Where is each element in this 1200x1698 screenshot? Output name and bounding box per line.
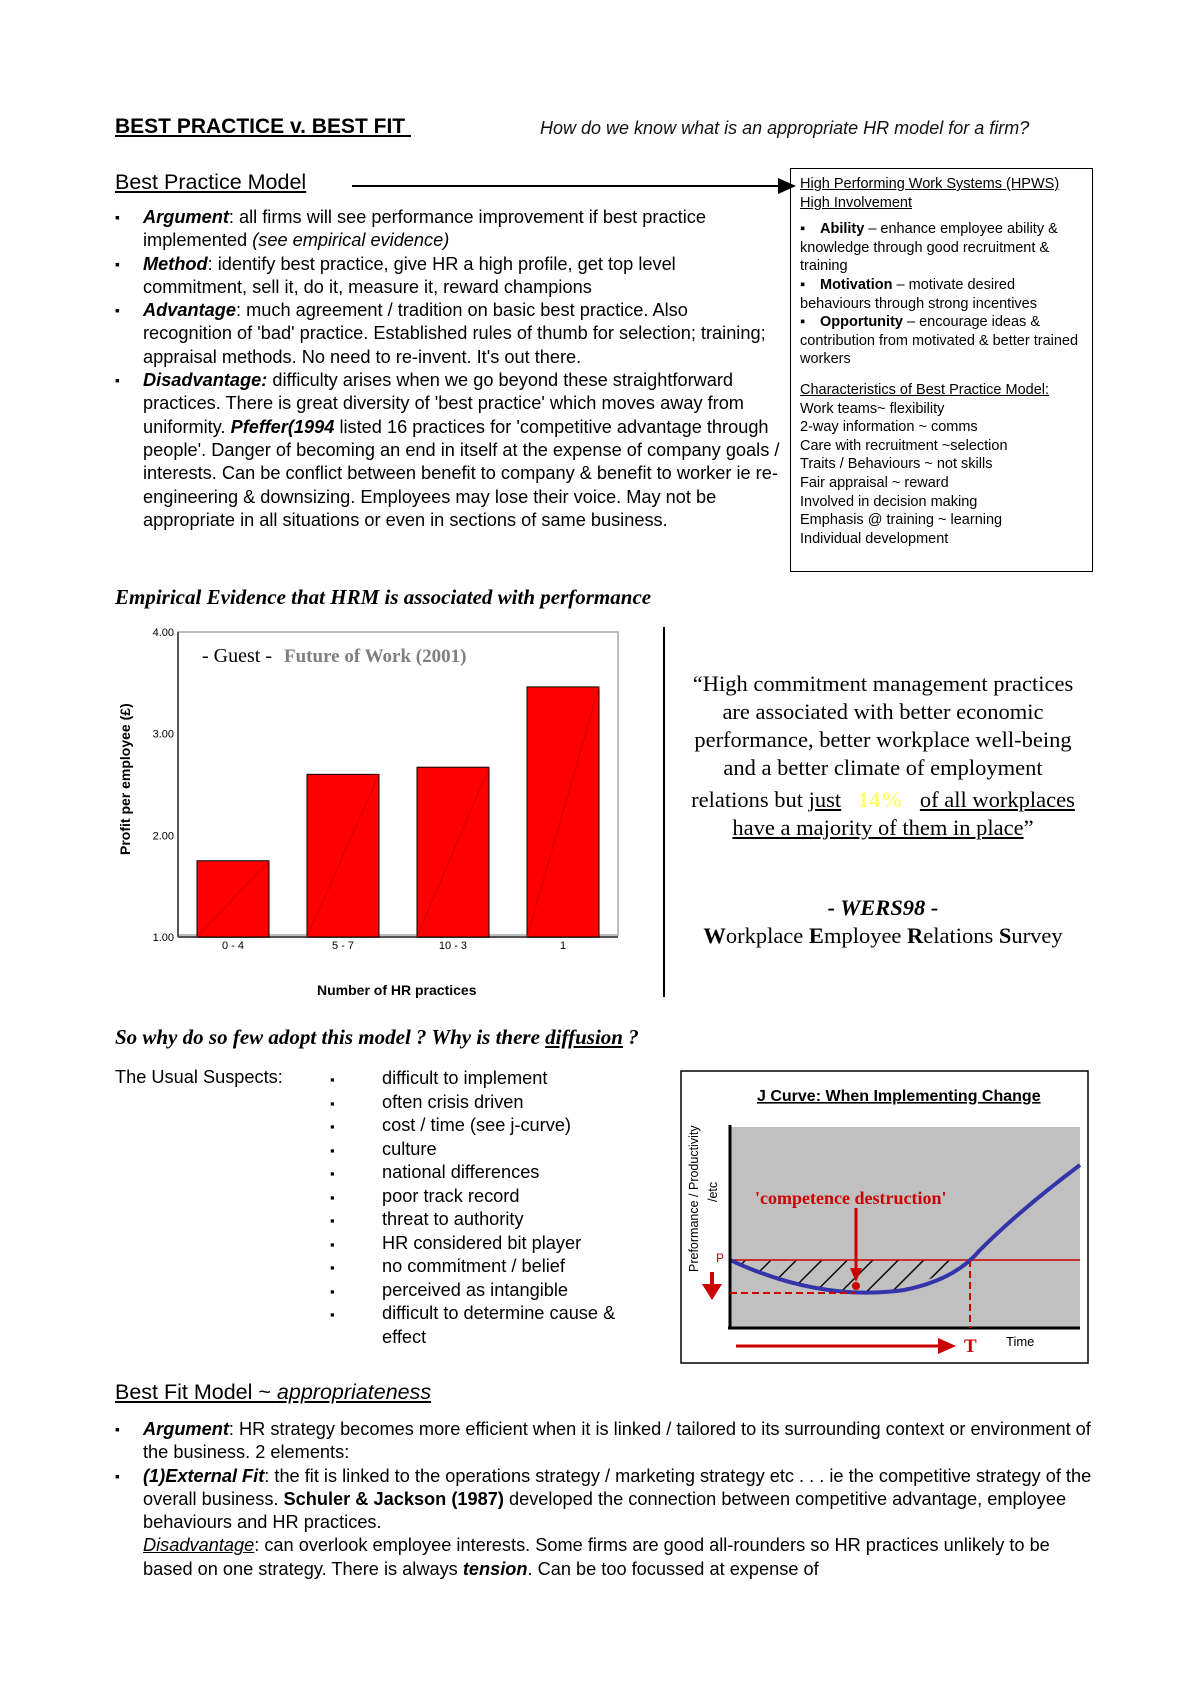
bullet-icon: ▪ bbox=[330, 1283, 335, 1299]
suspect-text: often crisis driven bbox=[382, 1091, 524, 1112]
diffusion-heading bbox=[115, 1025, 639, 1050]
disadvantage-text-2: . Can be too focussed at expense of bbox=[527, 1558, 819, 1579]
quote-line bbox=[668, 786, 1098, 814]
suspect-text: perceived as intangible bbox=[382, 1279, 569, 1300]
list-item bbox=[330, 1302, 615, 1326]
quote-just: just bbox=[808, 787, 842, 812]
suspect-text: no commitment / belief bbox=[382, 1256, 565, 1276]
best-fit-heading bbox=[115, 1380, 431, 1405]
suspect-text: culture bbox=[382, 1138, 437, 1159]
bullet-icon: ▪ bbox=[330, 1189, 335, 1205]
list-item bbox=[330, 1114, 615, 1138]
argument-label: Argument bbox=[143, 207, 229, 227]
y-tick-label: 2.00 bbox=[152, 830, 174, 843]
ability-label: Ability bbox=[820, 221, 865, 238]
motivation-text: – motivate desired behaviours through strong incentives bbox=[800, 276, 1037, 312]
method-label: Method bbox=[143, 253, 208, 274]
list-item bbox=[330, 1255, 615, 1279]
j-curve-title: J Curve: When Implementing Change bbox=[757, 1088, 1041, 1105]
quote-line: “High commitment management practices bbox=[692, 671, 1074, 696]
characteristics-list bbox=[800, 400, 1085, 549]
quote-percent: 14% bbox=[858, 787, 904, 812]
list-item bbox=[330, 1138, 615, 1162]
disadvantage-label: Disadvantage: bbox=[143, 370, 268, 391]
bullet-icon: ▪ bbox=[330, 1236, 335, 1252]
bullet-icon: ▪ bbox=[330, 1166, 335, 1181]
suspect-text: HR considered bit player bbox=[382, 1232, 582, 1253]
hpws-list bbox=[800, 220, 1085, 369]
tension-word: tension bbox=[462, 1558, 528, 1579]
source-initial: W bbox=[703, 923, 726, 948]
bullet-icon: ▪ bbox=[330, 1260, 335, 1275]
list-item: Involved in decision making bbox=[800, 493, 978, 510]
quote-text: have a majority of them in place bbox=[732, 815, 1024, 840]
quote-close: ” bbox=[1023, 815, 1034, 840]
list-item bbox=[330, 1326, 615, 1350]
plot-area bbox=[730, 1127, 1080, 1327]
x-tick-label: 5 - 7 bbox=[331, 940, 355, 952]
quote-text: of all workplaces bbox=[919, 787, 1075, 812]
y-tick-label: 3.00 bbox=[152, 728, 174, 741]
bullet-icon: ▪ bbox=[800, 221, 806, 238]
time-label: Time bbox=[1006, 1334, 1035, 1349]
profit-bar-chart bbox=[110, 625, 630, 1005]
bullet-icon: ▪ bbox=[330, 1307, 335, 1322]
list-item bbox=[115, 369, 780, 532]
argument-italic: (see empirical evidence) bbox=[252, 230, 450, 251]
suspect-text: poor track record bbox=[382, 1185, 520, 1206]
suspect-text: effect bbox=[382, 1326, 427, 1347]
hpws-subtitle: High Involvement bbox=[800, 194, 913, 211]
y-tick-label: 4.00 bbox=[152, 627, 174, 639]
best-practice-heading: Best Practice Model bbox=[115, 170, 307, 194]
list-item: Care with recruitment ~selection bbox=[800, 437, 1008, 454]
list-item bbox=[330, 1208, 615, 1232]
chart-title-prefix: - Guest - bbox=[202, 645, 272, 667]
argument-text: : HR strategy becomes more efficient when it is linked / tailored to its surrounding context or environment of the business. 2 elements: bbox=[143, 1419, 1091, 1463]
t-label: T bbox=[964, 1336, 977, 1357]
source-initial: S bbox=[998, 923, 1012, 948]
wers-quote bbox=[668, 670, 1098, 950]
quote-source-full bbox=[668, 922, 1098, 950]
quote-source: - WERS98 - bbox=[827, 895, 939, 920]
x-tick-label: 1 bbox=[559, 940, 567, 952]
x-tick-labels bbox=[222, 940, 566, 952]
list-item bbox=[115, 1418, 1100, 1465]
best-fit-heading-italic: appropriateness bbox=[276, 1380, 432, 1404]
list-item bbox=[115, 299, 780, 369]
opportunity-text: – encourage ideas & contribution from motivated & better trained workers bbox=[800, 314, 1079, 368]
disadvantage-text: difficulty arises when we go beyond these straightforward practices. There is great diversity of 'best practice' which moves away from uniformity. bbox=[143, 370, 744, 437]
source-word: urvey bbox=[1011, 923, 1063, 948]
y-tick-labels bbox=[153, 627, 174, 944]
usual-suspects-label: The Usual Suspects: bbox=[115, 1067, 283, 1087]
external-fit-text-2: developed the connection between competitive advantage, employee behaviours and HR practices. bbox=[143, 1488, 1067, 1533]
j-curve-diagram bbox=[680, 1070, 1090, 1365]
best-fit-heading-text: Best Fit Model ~ bbox=[115, 1380, 277, 1404]
list-item: Work teams~ flexibility bbox=[800, 400, 945, 417]
x-tick-label: 0 - 4 bbox=[221, 940, 245, 952]
diffusion-word: diffusion bbox=[545, 1025, 623, 1049]
disadvantage-text-2: listed 16 practices for 'competitive advantage through people'. Danger of becoming an end in itself at the expense of company goals / interests. Can be conflict between benefit to company & benefit to worker ie re-engineering & downsizing. Employees may lose their voice. May not be appropriate in all situations or even in sections of same business. bbox=[143, 416, 780, 530]
page-question: How do we know what is an appropriate HR model for a firm? bbox=[540, 118, 1030, 138]
hpws-title: High Performing Work Systems (HPWS) bbox=[800, 176, 1060, 192]
advantage-label: Advantage bbox=[143, 300, 236, 321]
quote-text: relations but bbox=[691, 787, 809, 812]
method-text: : identify best practice, give HR a high profile, get top level commitment, sell it, do it, measure it, reward champions bbox=[143, 253, 676, 297]
x-tick-label: 10 - 3 bbox=[438, 940, 468, 952]
hpws-box bbox=[790, 168, 1093, 572]
pfeffer-reference: Pfeffer(1994 bbox=[230, 416, 335, 437]
source-initial: R bbox=[907, 923, 924, 948]
source-initial: E bbox=[808, 923, 824, 948]
bullet-icon: ▪ bbox=[330, 1072, 335, 1087]
y-axis-label-2: /etc bbox=[706, 1181, 720, 1202]
list-item bbox=[330, 1185, 615, 1209]
diffusion-heading-end: ? bbox=[622, 1025, 639, 1049]
argument-text: : all firms will see performance improvement if best practice implemented bbox=[143, 207, 706, 251]
vertical-divider bbox=[663, 627, 665, 997]
x-axis-label: Number of HR practices bbox=[317, 982, 477, 998]
source-word: mployee bbox=[823, 923, 908, 948]
list-item: Emphasis @ training ~ learning bbox=[800, 512, 1003, 529]
list-item bbox=[115, 1465, 1100, 1581]
opportunity-label: Opportunity bbox=[820, 314, 903, 331]
bullet-icon: ▪ bbox=[330, 1142, 335, 1158]
best-fit-list bbox=[115, 1418, 1100, 1581]
list-item bbox=[330, 1091, 615, 1115]
list-item bbox=[330, 1067, 615, 1091]
list-item bbox=[800, 220, 1085, 276]
list-item bbox=[330, 1161, 615, 1185]
source-word: elations bbox=[923, 923, 999, 948]
suspect-text: cost / time (see j-curve) bbox=[382, 1115, 571, 1135]
bullet-icon: ▪ bbox=[800, 276, 806, 293]
bullet-icon: ▪ bbox=[800, 314, 806, 331]
source-word: orkplace bbox=[725, 923, 809, 948]
bullet-icon: ▪ bbox=[330, 1213, 335, 1228]
suspect-text: national differences bbox=[382, 1162, 540, 1182]
list-item: Individual development bbox=[800, 530, 949, 547]
advantage-text: : much agreement / tradition on basic best practice. Also recognition of 'bad' practice. Established rules of thumb for selection; training; appraisal methods. No need to re-invent. It's out there. bbox=[143, 300, 766, 367]
list-item bbox=[330, 1232, 615, 1256]
quote-line bbox=[668, 814, 1098, 842]
dip-point bbox=[852, 1282, 860, 1290]
schuler-reference: Schuler & Jackson (1987) bbox=[283, 1488, 504, 1509]
chart-title-rest: Future of Work (2001) bbox=[284, 646, 467, 667]
bullet-icon: ▪ bbox=[330, 1095, 335, 1111]
disadvantage-text: : can overlook employee interests. Some firms are good all-rounders so HR practices unlikely to be based on one strategy. There is always bbox=[143, 1535, 1050, 1579]
argument-label: Argument bbox=[143, 1419, 229, 1439]
y-axis-label: Profit per employee (£) bbox=[117, 703, 133, 855]
list-item bbox=[800, 313, 1085, 369]
diffusion-heading-text: So why do so few adopt this model ? Why is there bbox=[115, 1025, 546, 1049]
external-fit-label: (1)External Fit bbox=[143, 1465, 265, 1486]
list-item bbox=[800, 276, 1085, 313]
y-axis-label: Preformance / Productivity bbox=[687, 1125, 701, 1272]
list-item: 2-way information ~ comms bbox=[800, 419, 978, 436]
quote-line: performance, better workplace well-being bbox=[694, 727, 1072, 752]
list-item: Fair appraisal ~ reward bbox=[800, 474, 949, 491]
quote-line: are associated with better economic bbox=[722, 699, 1044, 724]
best-practice-list bbox=[115, 206, 780, 532]
characteristics-title: Characteristics of Best Practice Model: bbox=[800, 381, 1050, 398]
suspect-text: threat to authority bbox=[382, 1209, 524, 1229]
page-title-text: BEST PRACTICE v. BEST FIT bbox=[115, 115, 406, 138]
suspect-text: difficult to determine cause & bbox=[382, 1303, 616, 1323]
list-item: Traits / Behaviours ~ not skills bbox=[800, 456, 993, 473]
arrow-to-hpws bbox=[350, 176, 800, 196]
y-tick-label: 1.00 bbox=[152, 932, 174, 944]
ability-text: – enhance employee ability & knowledge through good recruitment & training bbox=[800, 221, 1058, 275]
external-fit-text: : the fit is linked to the operations strategy / marketing strategy etc . . . ie the competitive strategy of the overall business. bbox=[143, 1465, 1092, 1509]
p-label: P bbox=[716, 1251, 725, 1265]
page-title bbox=[115, 115, 411, 139]
bullet-icon: ▪ bbox=[330, 1119, 335, 1134]
motivation-label: Motivation bbox=[820, 276, 893, 293]
disadvantage-label: Disadvantage bbox=[143, 1535, 255, 1556]
list-item bbox=[115, 206, 780, 253]
list-item bbox=[330, 1279, 615, 1303]
empirical-heading: Empirical Evidence that HRM is associated with performance bbox=[115, 585, 652, 609]
list-item bbox=[115, 253, 780, 300]
usual-suspects-list bbox=[330, 1067, 615, 1349]
competence-destruction-label: 'competence destruction' bbox=[755, 1188, 947, 1208]
quote-line: and a better climate of employment bbox=[723, 755, 1043, 780]
suspect-text: difficult to implement bbox=[382, 1068, 548, 1088]
